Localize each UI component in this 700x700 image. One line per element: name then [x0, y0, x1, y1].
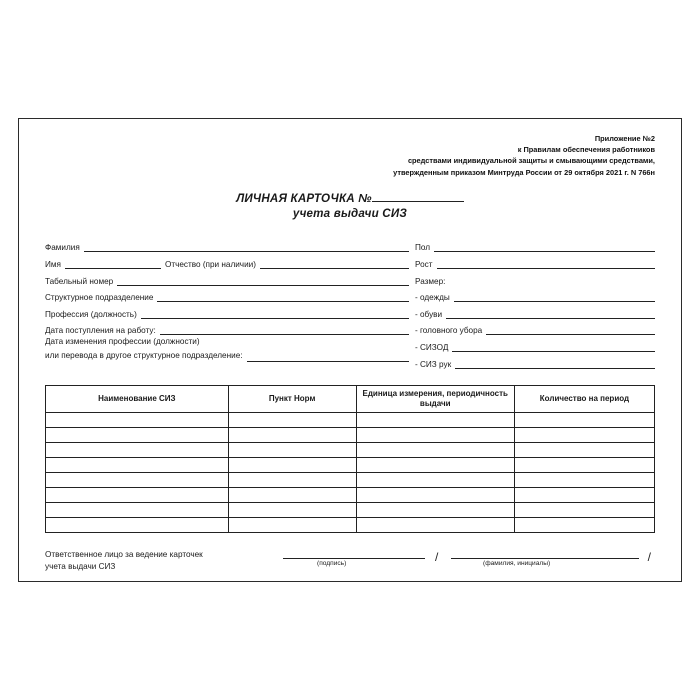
signature-blank[interactable] — [283, 558, 425, 559]
name-initials-caption: (фамилия, инициалы) — [483, 559, 551, 567]
header-line-3: средствами индивидуальной защиты и смывающими средствами, — [407, 156, 655, 166]
field-profession-change-blank[interactable] — [247, 351, 409, 362]
field-name-blank[interactable] — [65, 258, 161, 269]
cell-unit[interactable] — [356, 517, 514, 532]
field-height — [415, 252, 655, 269]
cell-quantity[interactable] — [514, 517, 654, 532]
field-personnel-number-blank[interactable] — [117, 275, 409, 286]
cell-norm[interactable] — [228, 427, 356, 442]
field-size-shoes-label: - обуви — [415, 309, 443, 319]
table-row[interactable] — [46, 457, 655, 472]
field-profession-change-row — [45, 349, 409, 363]
cell-norm[interactable] — [228, 502, 356, 517]
cell-name[interactable] — [46, 412, 229, 427]
field-size-heading — [415, 269, 655, 286]
cell-name[interactable] — [46, 427, 229, 442]
cell-norm[interactable] — [228, 412, 356, 427]
field-size-label: Размер: — [415, 276, 446, 286]
responsible-person-text — [45, 549, 275, 573]
document-page — [18, 118, 682, 582]
cell-quantity[interactable] — [514, 442, 654, 457]
page-title — [45, 192, 655, 220]
field-size-gloves — [415, 352, 655, 369]
field-department-label: Структурное подразделение — [45, 293, 154, 303]
cell-norm[interactable] — [228, 472, 356, 487]
cell-quantity[interactable] — [514, 472, 654, 487]
field-size-headgear-blank[interactable] — [486, 324, 655, 335]
field-size-headgear-label: - головного убора — [415, 326, 483, 336]
field-gender-blank[interactable] — [434, 241, 655, 252]
cell-unit[interactable] — [356, 487, 514, 502]
table-row[interactable] — [46, 487, 655, 502]
table-body — [46, 412, 655, 532]
right-fields-column — [415, 236, 655, 369]
left-fields-column — [45, 236, 415, 369]
column-header-unit: Единица измерения, периодичность выдачи — [356, 385, 514, 412]
field-size-gloves-blank[interactable] — [455, 358, 655, 369]
title-line-2: учета выдачи СИЗ — [292, 206, 408, 220]
document-body — [45, 133, 655, 569]
column-header-name: Наименование СИЗ — [46, 385, 229, 412]
field-profession-change-label-2: или перевода в другое структурное подразделение: — [45, 350, 243, 360]
cell-quantity[interactable] — [514, 457, 654, 472]
cell-unit[interactable] — [356, 442, 514, 457]
field-surname-label: Фамилия — [45, 243, 80, 253]
field-profession-change — [45, 335, 409, 362]
cell-norm[interactable] — [228, 457, 356, 472]
cell-norm[interactable] — [228, 517, 356, 532]
slash-separator-right: / — [647, 549, 651, 564]
cell-quantity[interactable] — [514, 412, 654, 427]
name-initials-blank[interactable] — [451, 558, 639, 559]
cell-unit[interactable] — [356, 427, 514, 442]
table-row[interactable] — [46, 442, 655, 457]
field-size-clothes-blank[interactable] — [454, 291, 655, 302]
field-size-clothes — [415, 286, 655, 303]
column-header-quantity: Количество на период — [514, 385, 654, 412]
field-hire-date-label: Дата поступления на работу: — [45, 326, 156, 336]
card-number-blank — [372, 193, 464, 202]
responsible-person-line-1: Ответственное лицо за ведение карточек — [45, 549, 203, 559]
fields-area — [45, 236, 655, 369]
cell-name[interactable] — [46, 487, 229, 502]
field-size-shoes — [415, 302, 655, 319]
field-size-respirator — [415, 335, 655, 352]
field-surname — [45, 236, 409, 253]
field-name-label: Имя — [45, 260, 61, 269]
cell-quantity[interactable] — [514, 487, 654, 502]
table-header-row — [46, 385, 655, 412]
siz-table — [45, 385, 655, 533]
responsible-person-line-2: учета выдачи СИЗ — [45, 561, 116, 571]
cell-name[interactable] — [46, 442, 229, 457]
field-gender-label: Пол — [415, 243, 431, 253]
footer-block — [45, 549, 655, 573]
field-size-clothes-label: - одежды — [415, 293, 450, 303]
cell-name[interactable] — [46, 472, 229, 487]
signature-area — [283, 549, 655, 575]
field-hire-date-blank[interactable] — [160, 324, 409, 335]
table-row[interactable] — [46, 502, 655, 517]
document-header — [45, 133, 655, 178]
field-profession — [45, 302, 409, 319]
column-header-norm: Пункт Норм — [228, 385, 356, 412]
field-height-label: Рост — [415, 260, 433, 269]
field-name-patronymic — [45, 252, 409, 269]
field-patronymic-label: Отчество (при наличии) — [164, 260, 256, 269]
signature-caption: (подпись) — [317, 559, 347, 567]
cell-unit[interactable] — [356, 502, 514, 517]
field-surname-blank[interactable] — [84, 241, 409, 252]
cell-unit[interactable] — [356, 412, 514, 427]
cell-name[interactable] — [46, 502, 229, 517]
field-profession-label: Профессия (должность) — [45, 309, 137, 319]
field-department-blank[interactable] — [157, 291, 409, 302]
cell-norm[interactable] — [228, 442, 356, 457]
field-hire-date — [45, 319, 409, 336]
cell-name[interactable] — [46, 517, 229, 532]
header-line-2: к Правилам обеспечения работников — [517, 145, 655, 155]
table-row[interactable] — [46, 517, 655, 532]
header-line-1: Приложение №2 — [594, 134, 655, 143]
slash-separator-left: / — [435, 549, 439, 564]
table-row[interactable] — [46, 472, 655, 487]
field-profession-change-label-1: Дата изменения профессии (должности) — [45, 337, 200, 347]
table-row[interactable] — [46, 412, 655, 427]
header-line-4: утвержденным приказом Минтруда России от 29 октября 2021 г. N 766н — [393, 167, 655, 177]
title-line-1: ЛИЧНАЯ КАРТОЧКА № — [236, 191, 372, 205]
field-patronymic-blank[interactable] — [260, 258, 409, 269]
cell-unit[interactable] — [356, 472, 514, 487]
cell-norm[interactable] — [228, 487, 356, 502]
field-size-gloves-label: - СИЗ рук — [415, 359, 452, 369]
field-height-blank[interactable] — [437, 258, 656, 269]
field-department — [45, 286, 409, 303]
cell-quantity[interactable] — [514, 427, 654, 442]
cell-name[interactable] — [46, 457, 229, 472]
field-size-headgear — [415, 319, 655, 336]
field-personnel-number — [45, 269, 409, 286]
table-row[interactable] — [46, 427, 655, 442]
field-size-shoes-blank[interactable] — [446, 308, 655, 319]
cell-quantity[interactable] — [514, 502, 654, 517]
field-size-spacer — [449, 276, 655, 286]
field-gender — [415, 236, 655, 253]
field-size-respirator-label: - СИЗОД — [415, 342, 449, 352]
field-personnel-number-label: Табельный номер — [45, 276, 114, 286]
cell-unit[interactable] — [356, 457, 514, 472]
field-profession-blank[interactable] — [141, 308, 409, 319]
field-size-respirator-blank[interactable] — [452, 341, 655, 352]
